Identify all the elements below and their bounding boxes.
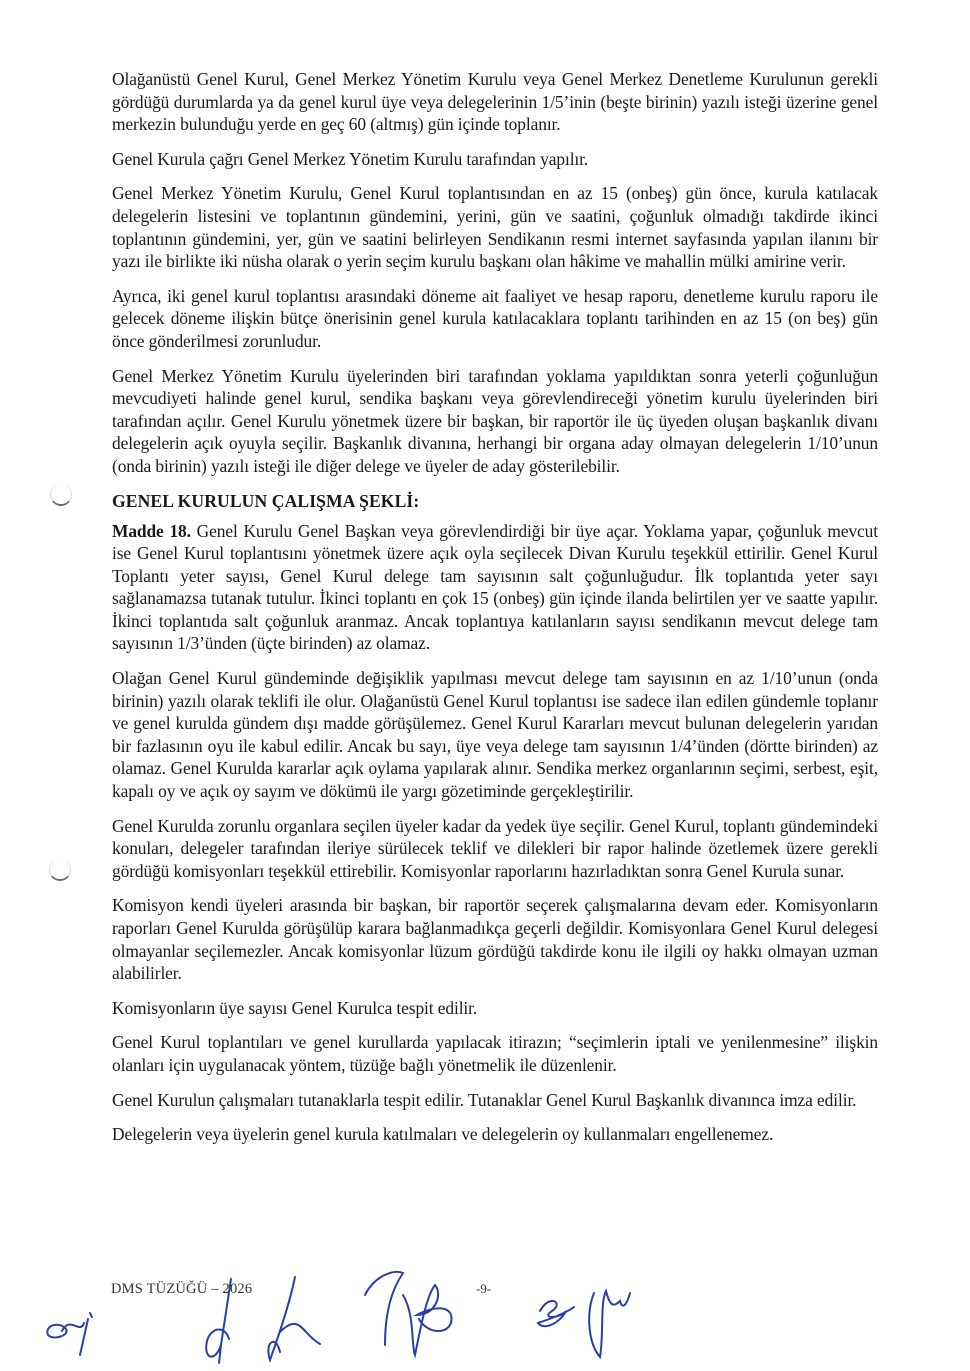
paragraph: Delegelerin veya üyelerin genel kurula katılmaları ve delegelerin oy kullanmaları engellenemez. — [112, 1124, 774, 1145]
punch-hole-mark — [50, 484, 72, 506]
footer-document-label: DMS TÜZÜĞÜ – 2026 — [111, 1281, 253, 1297]
paragraph: Genel Kurulun çalışmaları tutanaklarla tespit edilir. Tutanaklar Genel Kurul Başkanlık divanınca imza edilir. — [112, 1089, 857, 1110]
signature-5 — [530, 1283, 640, 1363]
section-heading: GENEL KURULUN ÇALIŞMA ŞEKLİ: — [112, 490, 420, 511]
document-body — [112, 68, 878, 1158]
paragraph: Ayrıca, iki genel kurul toplantısı arasındaki döneme ait faaliyet ve hesap raporu, denetleme kurulu raporu ile gelecek döneme ilişkin bütçe önerisinin genel kurula katılacaklara toplantı tarihinden en az 15 (on beş) gün önce gönderilmesi zorunludur. — [112, 285, 878, 351]
article-label: Madde 18. — [112, 520, 191, 541]
article-paragraph — [112, 520, 878, 656]
paragraph: Genel Kurulda zorunlu organlara seçilen üyeler kadar da yedek üye seçilir. Genel Kurul, toplantı gündemindeki konuları, delegeler tarafından ileriye sürülecek teklif ve dilekleri bir rapor halinde özetlemek üzere gerekli gördüğü komisyonları teşekkül ettirebilir. Komisyonlar raporlarını hazırladıktan sonra Genel Kurula sunar. — [112, 815, 878, 881]
paragraph: Genel Merkez Yönetim Kurulu, Genel Kurul toplantısından en az 15 (onbeş) gün önce, kurula katılacak delegelerin listesini ve toplantının gündemini, yerini, gün ve saatini, çoğunluk olmadığı takdirde ikinci toplantının gündemini, yer, gün ve saatini belirleyen Sendikanın resmi internet sayfasında yapılan ilanını bir yazı ile birlikte iki nüsha olarak o yerin seçim kurulu başkanı olan hâkime ve mahallin mülki amirine verir. — [112, 183, 878, 272]
paragraph: Olağan Genel Kurul gündeminde değişiklik yapılması mevcut delege tam sayısının en az 1/10’unun (onda birinin) yazılı olarak teklifi ile olur. Olağanüstü Genel Kurul toplantısı ise sadece ilan edilen gündemle toplanır ve genel kurulda gündem dışı madde görüşülemez. Genel Kurul Kararları mevcut bulunan delegelerin yarıdan bir fazlasının oyu ile kabul edilir. Ancak bu sayı, üye veya delege tam sayısının 1/4’ünden (dörtte birinden) az olamaz. Genel Kurulda kararlar açık oylama yapılarak alınır. Sendika merkez organlarının seçimi, serbest, eşit, kapalı oy ve açık oy sayım ve dökümü ile yargı gözetiminde gerçekleştirilir. — [112, 668, 878, 802]
signature-3 — [250, 1272, 330, 1367]
signature-2 — [195, 1275, 255, 1367]
paragraph: Olağanüstü Genel Kurul, Genel Merkez Yönetim Kurulu veya Genel Merkez Denetleme Kurulunun gerekli gördüğü durumlarda ya da genel kurul üye veya delegelerinin 1/5’inin (beşte birinin) yazılı isteği üzerine genel merkezin bulunduğu yerde en geç 60 (altmış) gün içinde toplanır. — [112, 69, 878, 135]
paragraph: Genel Kurula çağrı Genel Merkez Yönetim Kurulu tarafından yapılır. — [112, 148, 589, 169]
paragraph: Komisyonların üye sayısı Genel Kurulca tespit edilir. — [112, 997, 478, 1018]
page-number: -9- — [476, 1281, 492, 1296]
article-text: Genel Kurulu Genel Başkan veya görevlendirdiği bir üye açar. Yoklama yapar, çoğunluk mevcut ise Genel Kurul toplantısını yönetmek üzere açık oyla seçilecek Divan Kurulu teşekkül ettirilir. Genel Kurul Toplantı yeter sayısı, Genel Kurul delege tam sayısının salt çoğunluğudur. İlk toplantıda yeter sayı sağlanamazsa tutanak tutulur. İkinci toplantı en çok 15 (onbeş) gün içinde ilanda belirtilen yer ve saatte yapılır. İkinci toplantıda salt çoğunluk aranmaz. Ancak toplantıya katılanların sayısı sendikanın mevcut delege tam sayısının 1/3’ünden (üçte birinden) az olamaz. — [112, 520, 878, 654]
signature-1 — [40, 1295, 110, 1365]
paragraph: Komisyon kendi üyeleri arasında bir başkan, bir raportör seçerek çalışmalarına devam eder. Komisyonların raporları Genel Kurulda görüşülüp karara bağlanmadıkça geçerli değildir. Komisyonlara Genel Kurul delegesi olmayanlar seçilemezler. Ancak komisyonlar lüzum gördüğü takdirde konu ile ilgili oy hakkı olmayan uzman alabilirler. — [112, 895, 878, 984]
punch-hole-mark — [49, 859, 71, 881]
signature-4 — [355, 1265, 465, 1365]
paragraph: Genel Merkez Yönetim Kurulu üyelerinden biri tarafından yoklama yapıldıktan sonra yeterli çoğunluğun mevcudiyeti halinde genel kurul, sendika başkanı veya görevlendireceği yönetim kurulu üyelerinden biri tarafından açılır. Genel Kurulu yönetmek üzere bir başkan, bir raportör ile üç üyeden oluşan başkanlık divanı delegelerin açık oyuyla seçilir. Başkanlık divanına, herhangi bir organa aday olmayan delegelerin 1/10’unun (onda birinin) yazılı isteği ile diğer delege ve üyeler de aday gösterilebilir. — [112, 365, 878, 476]
paragraph: Genel Kurul toplantıları ve genel kurullarda yapılacak itirazın; “seçimlerin iptali ve yenilenmesine” ilişkin olanları için uygulanacak yöntem, tüzüğe bağlı yönetmelik ile düzenlenir. — [112, 1032, 878, 1075]
